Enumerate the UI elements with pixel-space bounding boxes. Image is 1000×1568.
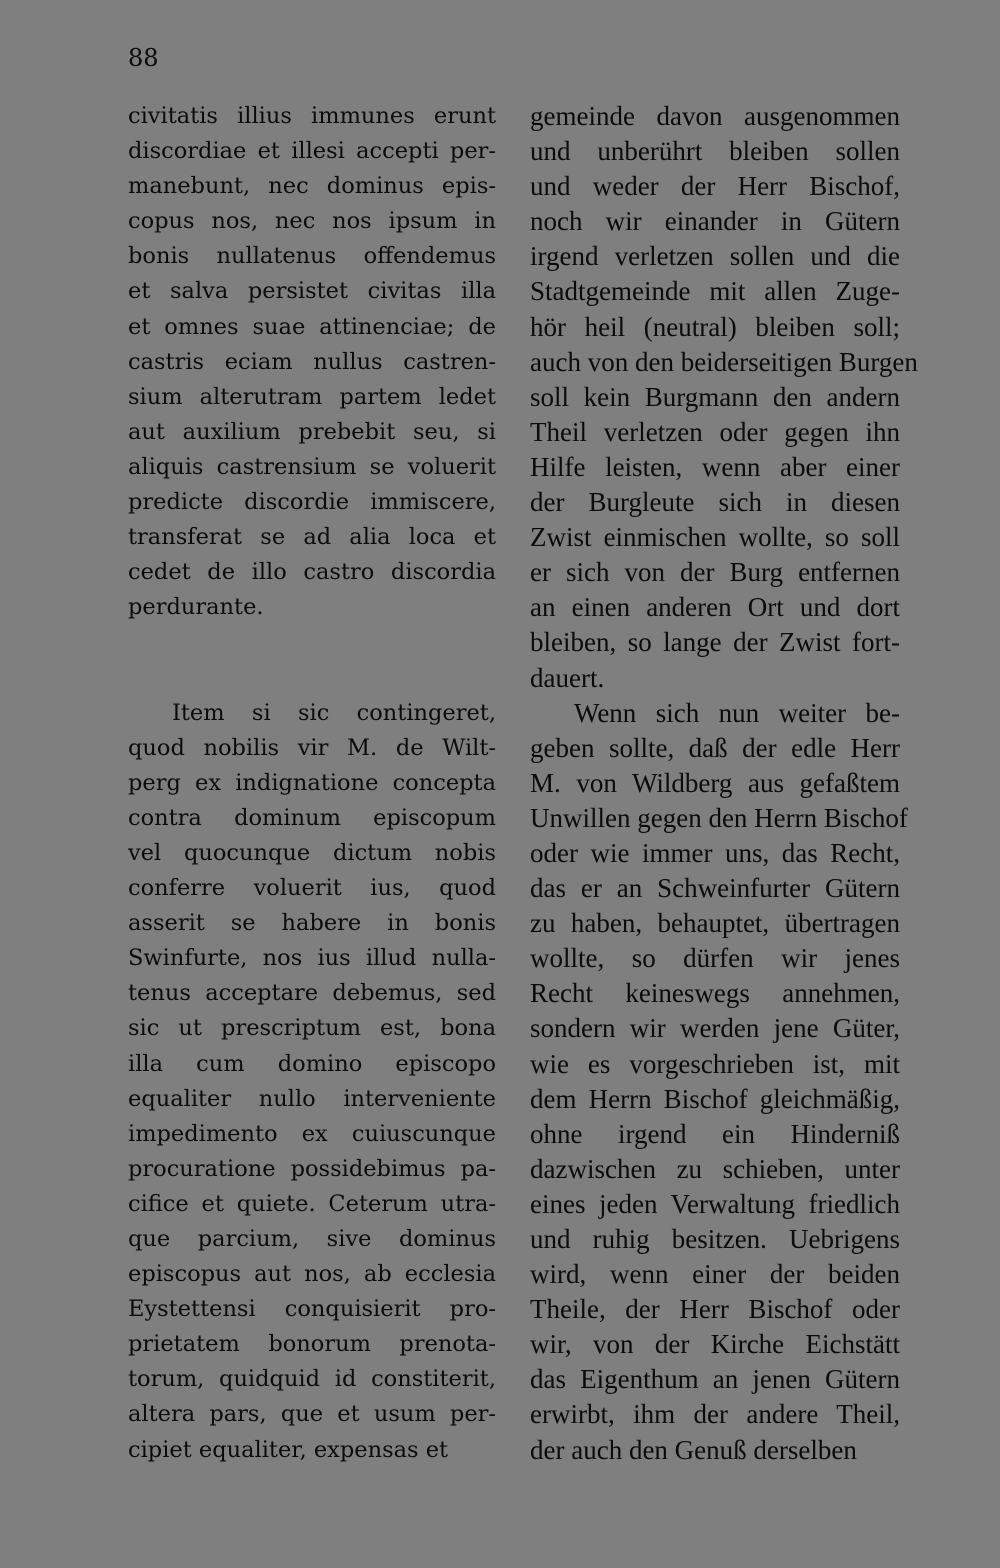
text-line: perg ex indignatione concepta: [128, 769, 496, 796]
text-line: quod nobilis vir M. de Wilt-: [128, 734, 496, 761]
text-line: asserit se habere in bonis: [128, 910, 496, 937]
text-line: gemeinde davon ausgenommen: [530, 101, 900, 131]
text-line: soll kein Burgmann den andern: [530, 381, 900, 412]
text-line: wird, wenn einer der beiden: [530, 1259, 900, 1290]
text-line: perdurante.: [128, 594, 264, 621]
text-line: Recht keineswegs annehmen,: [530, 978, 900, 1009]
text-line: und weder der Herr Bischof,: [530, 171, 900, 202]
text-line: das Eigenthum an jenen Gütern: [530, 1364, 900, 1395]
text-line: vel quocunque dictum nobis: [128, 839, 496, 866]
text-line: Item si sic contingeret,: [172, 699, 496, 726]
page-number: 88: [128, 44, 159, 72]
text-line: altera pars, que et usum per-: [128, 1401, 496, 1428]
text-line: Theil verletzen oder gegen ihn: [530, 416, 900, 447]
text-line: episcopus aut nos, ab ecclesia: [128, 1261, 496, 1288]
text-line: Stadtgemeinde mit allen Zuge-: [530, 276, 900, 307]
text-line: Eystettensi conquisierit pro-: [128, 1296, 496, 1323]
text-line: eines jeden Verwaltung friedlich: [530, 1188, 900, 1219]
text-line: contra dominum episcopum: [128, 804, 496, 831]
text-line: conferre voluerit ius, quod: [128, 875, 496, 902]
text-line: ohne irgend ein Hinderniß: [530, 1118, 900, 1149]
text-line: torum, quidquid id constiterit,: [128, 1366, 496, 1393]
text-line: Swinfurte, nos ius illud nulla-: [128, 945, 496, 972]
blank-line: [128, 625, 496, 660]
text-line: cipiet equaliter, expensas et: [128, 1436, 449, 1463]
text-line: und ruhig besitzen. Uebrigens: [530, 1224, 900, 1254]
text-line: dazwischen zu schieben, unter: [530, 1153, 900, 1184]
text-line: wollte, so dürfen wir jenes: [530, 943, 900, 974]
text-line: prietatem bonorum prenota-: [128, 1331, 496, 1358]
text-line: et omnes suae attinenciae; de: [128, 313, 496, 340]
text-line: noch wir einander in Gütern: [530, 206, 900, 237]
text-line: civitatis illius immunes erunt: [128, 103, 496, 129]
text-line: Wenn sich nun weiter be-: [574, 697, 900, 728]
text-line: illa cum domino episcopo: [128, 1050, 496, 1077]
text-line: geben sollte, daß der edle Herr: [530, 732, 900, 763]
text-line: der Burgleute sich in diesen: [530, 487, 900, 518]
text-line: der auch den Genuß derselben: [530, 1434, 857, 1465]
text-line: que parcium, sive dominus: [128, 1226, 496, 1252]
text-line: cifice et quiete. Ceterum utra-: [128, 1190, 496, 1217]
text-line: aut auxilium prebebit seu, si: [128, 418, 496, 445]
text-line: erwirbt, ihm der andere Theil,: [530, 1399, 900, 1430]
german-column: [530, 99, 918, 1468]
text-line: discordiae et illesi accepti per-: [128, 138, 496, 165]
text-line: wir, von der Kirche Eichstätt: [530, 1329, 900, 1360]
text-line: dauert.: [530, 662, 605, 693]
text-line: sium alterutram partem ledet: [128, 383, 496, 410]
text-line: und unberührt bleiben sollen: [530, 136, 900, 167]
text-line: castris eciam nullus castren-: [128, 348, 496, 375]
text-line: equaliter nullo interveniente: [128, 1085, 496, 1112]
text-line: transferat se ad alia loca et: [128, 524, 496, 551]
text-line: irgend verletzen sollen und die: [530, 241, 900, 272]
text-line: dem Herrn Bischof gleichmäßig,: [530, 1083, 900, 1114]
text-line: cedet de illo castro discordia: [128, 559, 496, 586]
text-line: procuratione possidebimus pa-: [128, 1155, 496, 1182]
text-line: das er an Schweinfurter Gütern: [530, 873, 900, 904]
text-line: bleiben, so lange der Zwist fort-: [530, 627, 900, 658]
text-line: er sich von der Burg entfernen: [530, 557, 900, 588]
text-line: bonis nullatenus offendemus: [128, 243, 496, 270]
text-line: zu haben, behauptet, übertragen: [530, 908, 900, 939]
blank-line: [128, 661, 496, 696]
text-line: Hilfe leisten, wenn aber einer: [530, 451, 900, 482]
text-line: sic ut prescriptum est, bona: [128, 1015, 496, 1042]
text-line: predicte discordie immiscere,: [128, 489, 496, 516]
text-line: an einen anderen Ort und dort: [530, 592, 900, 623]
latin-column: [128, 99, 496, 1468]
text-line: oder wie immer uns, das Recht,: [530, 837, 900, 868]
text-line: hör heil (neutral) bleiben soll;: [530, 311, 900, 342]
text-line: auch von den beiderseitigen Burgen: [530, 346, 918, 377]
text-line: manebunt, nec dominus epis-: [128, 173, 496, 200]
text-line: wie es vorgeschrieben ist, mit: [530, 1048, 900, 1079]
text-line: tenus acceptare debemus, sed: [128, 980, 496, 1007]
text-line: Unwillen gegen den Herrn Bischof: [530, 802, 908, 833]
text-line: copus nos, nec nos ipsum in: [128, 208, 496, 235]
text-line: Zwist einmischen wollte, so soll: [530, 522, 900, 553]
text-line: Theile, der Herr Bischof oder: [530, 1294, 900, 1325]
text-line: et salva persistet civitas illa: [128, 278, 496, 305]
text-line: impedimento ex cuiuscunque: [128, 1120, 496, 1147]
text-line: M. von Wildberg aus gefaßtem: [530, 767, 900, 798]
text-line: aliquis castrensium se voluerit: [128, 453, 496, 480]
text-line: sondern wir werden jene Güter,: [530, 1013, 900, 1044]
